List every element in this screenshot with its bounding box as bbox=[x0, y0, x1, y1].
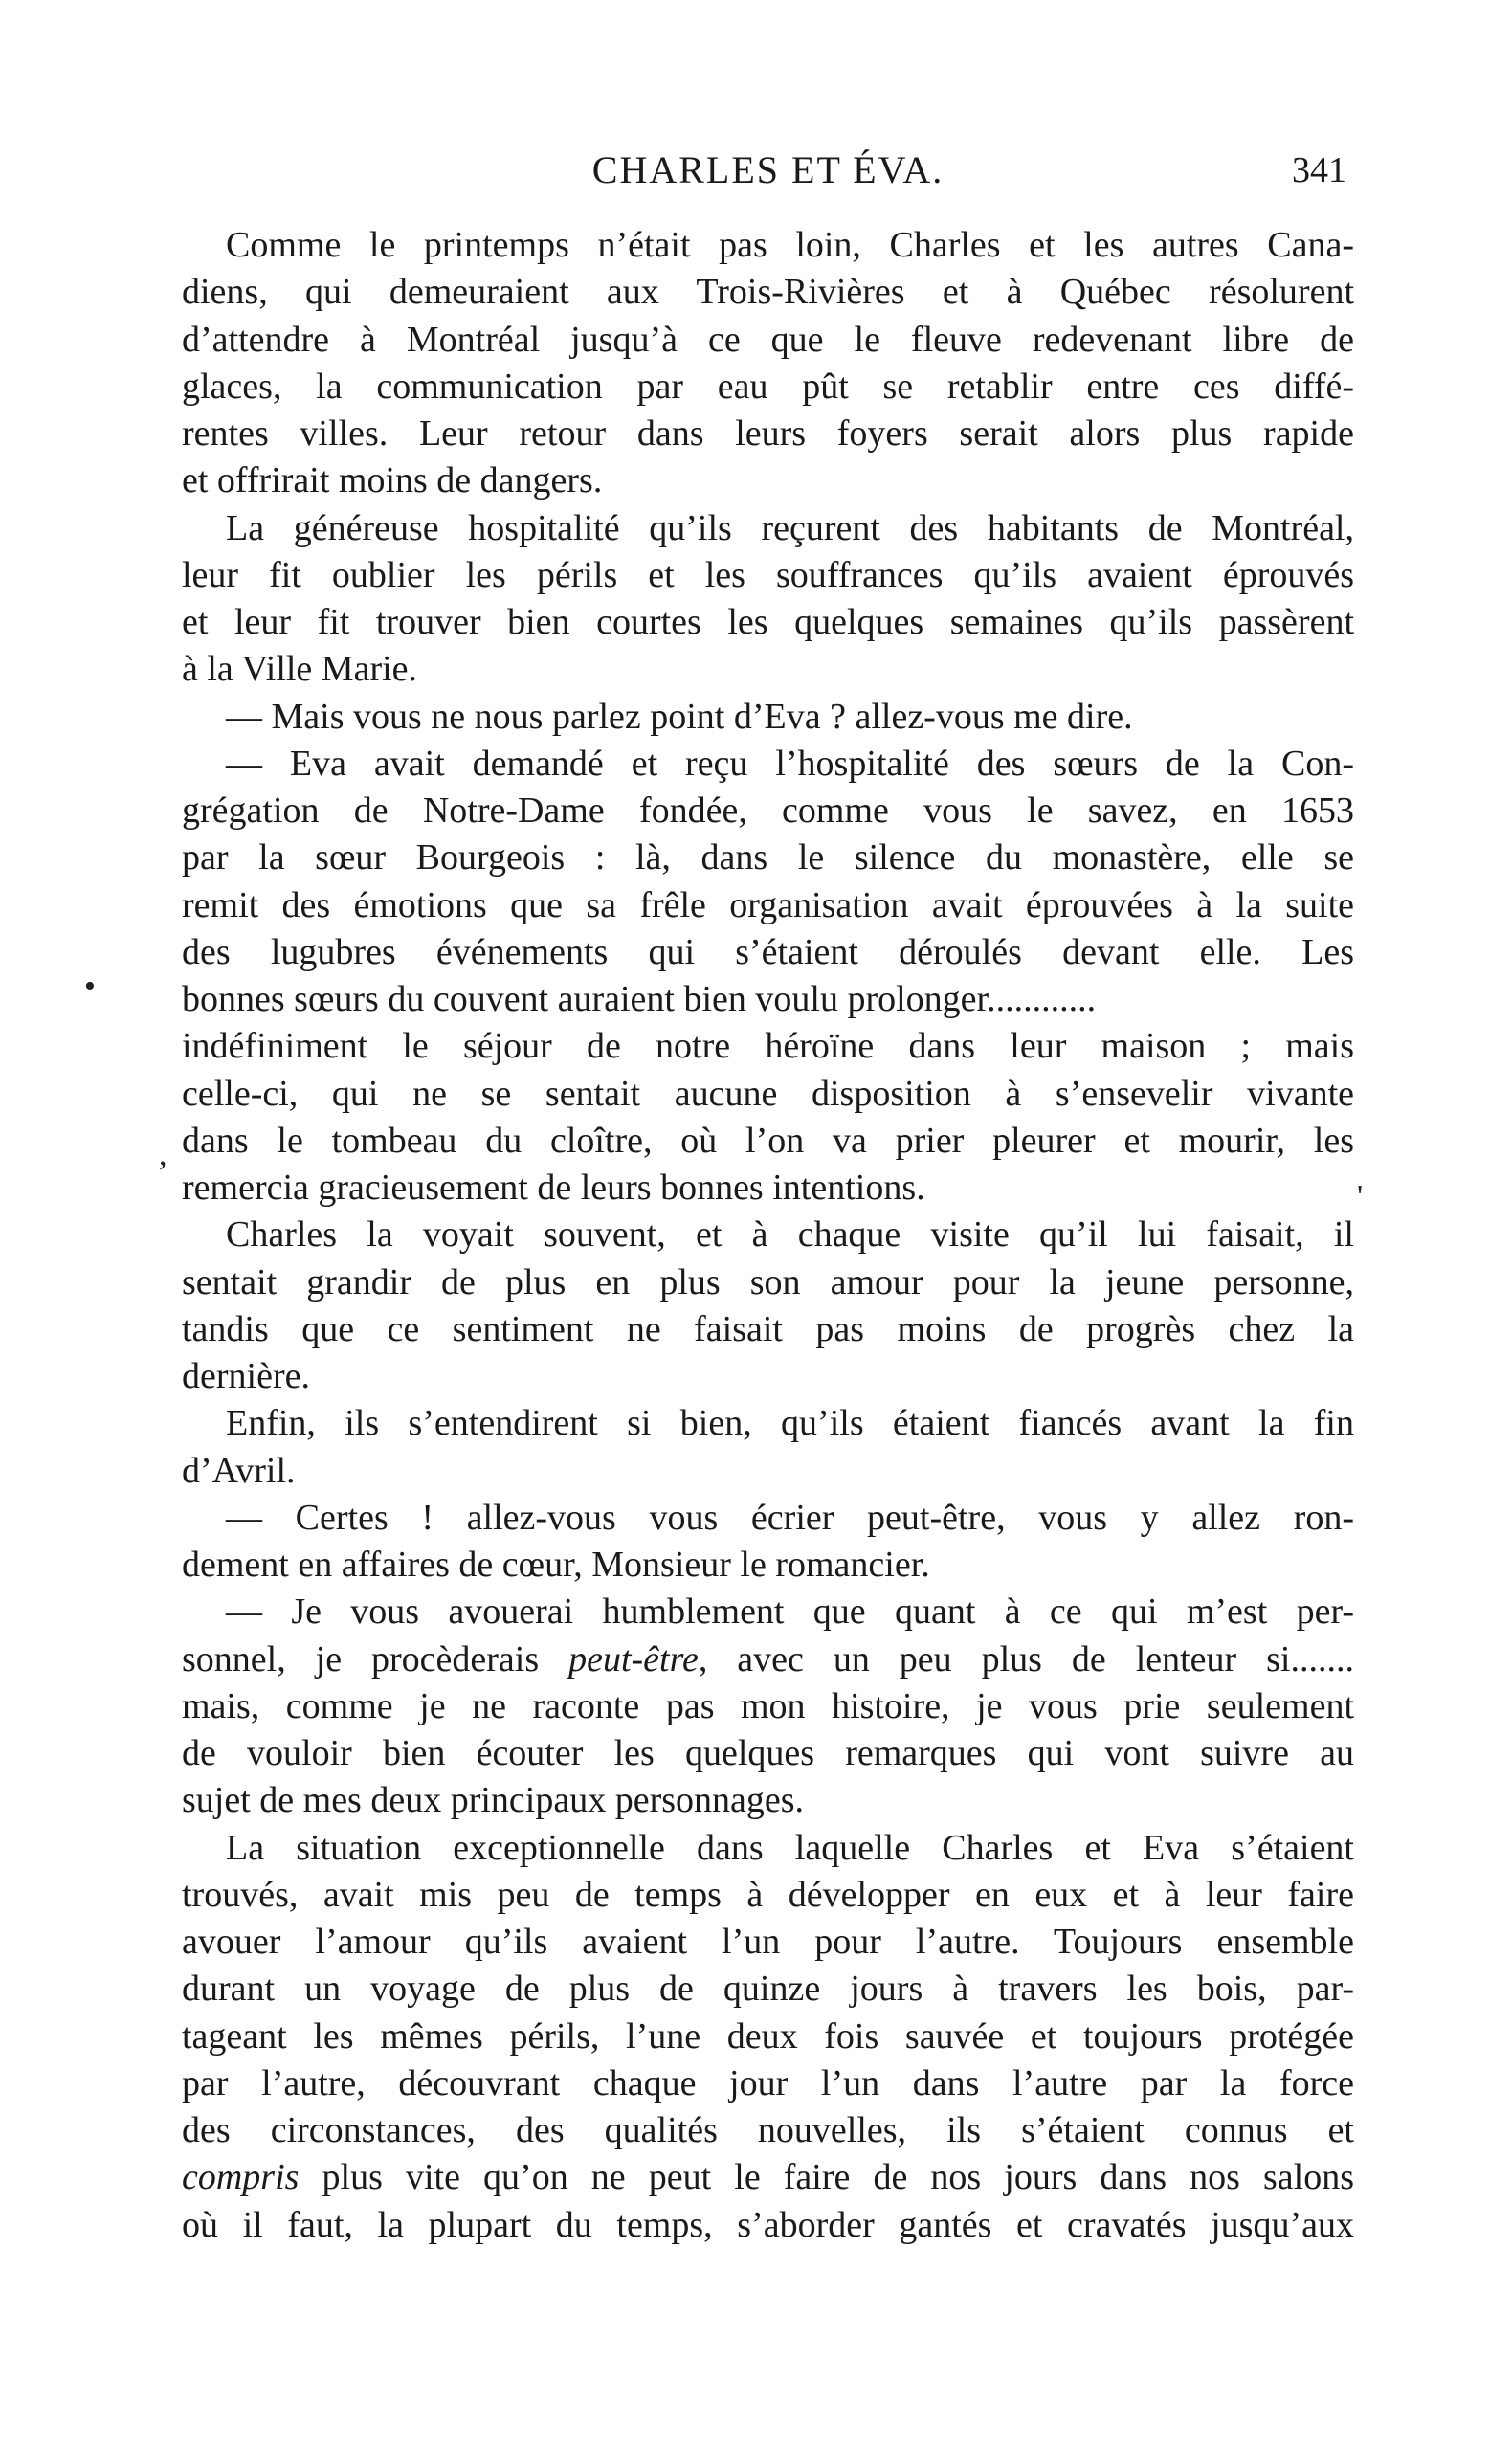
text-line: — Mais vous ne nous parlez point d’Eva ? allez-vous me dire. bbox=[226, 696, 1133, 737]
margin-bullet-mark: • bbox=[84, 968, 96, 1004]
italic-word: peut-être bbox=[568, 1638, 699, 1680]
running-head bbox=[182, 144, 1354, 201]
text-line: tandis que ce sentiment ne faisait pas moins de progrès chez la bbox=[182, 1308, 1354, 1349]
text-line: durant un voyage de plus de quinze jours à travers les bois, par- bbox=[182, 1969, 1354, 2010]
text-line: remit des émotions que sa frêle organisation avait éprouvées à la suite bbox=[182, 884, 1354, 925]
text-line: dans le tombeau du cloître, où l’on va prier pleurer et mourir, les bbox=[182, 1120, 1354, 1161]
text-line: Comme le printemps n’était pas loin, Charles et les autres Cana- bbox=[226, 225, 1354, 265]
text-line: sujet de mes deux principaux personnages. bbox=[182, 1780, 805, 1821]
text-line: tageant les mêmes périls, l’une deux fois sauvée et toujours protégée bbox=[182, 2015, 1354, 2057]
text-line: et offrirait moins de dangers. bbox=[182, 460, 603, 501]
text-line: dernière. bbox=[182, 1356, 310, 1396]
text-line: La généreuse hospitalité qu’ils reçurent des habitants de Montréal, bbox=[226, 507, 1354, 548]
text-line: d’Avril. bbox=[182, 1450, 296, 1491]
text-line: à la Ville Marie. bbox=[182, 649, 418, 690]
text-line: indéfiniment le séjour de notre héroïne dans leur maison ; mais bbox=[182, 1026, 1354, 1067]
text-line: par l’autre, découvrant chaque jour l’un dans l’autre par la force bbox=[182, 2062, 1354, 2103]
text-line: sonnel, je procèderais peut-être, avec un peu plus de lenteur si....... bbox=[182, 1638, 1354, 1680]
text-line: et leur fit trouver bien courtes les quelques semaines qu’ils passèrent bbox=[182, 602, 1354, 642]
text-line: rentes villes. Leur retour dans leurs foyers serait alors plus rapide bbox=[182, 413, 1354, 454]
margin-comma-mark: , bbox=[159, 1137, 167, 1172]
text-line: remercia gracieusement de leurs bonnes intentions. bbox=[182, 1168, 925, 1208]
text-line: des circonstances, des qualités nouvelles, ils s’étaient connus et bbox=[182, 2110, 1354, 2150]
text-line: — Je vous avouerai humblement que quant à ce qui m’est per- bbox=[226, 1591, 1354, 1633]
text-line: La situation exceptionnelle dans laquelle Charles et Eva s’étaient bbox=[226, 1827, 1354, 1868]
text-line: des lugubres événements qui s’étaient déroulés devant elle. Les bbox=[182, 931, 1354, 972]
text-line: Enfin, ils s’entendirent si bien, qu’ils étaient fiancés avant la fin bbox=[226, 1403, 1354, 1444]
text-line: d’attendre à Montréal jusqu’à ce que le fleuve redevenant libre de bbox=[182, 319, 1354, 360]
page-number: 341 bbox=[1292, 150, 1346, 190]
text-line: trouvés, avait mis peu de temps à développer en eux et à leur faire bbox=[182, 1874, 1354, 1915]
text-line: — Certes ! allez-vous vous écrier peut-être, vous y allez ron- bbox=[226, 1497, 1354, 1538]
text-line: sentait grandir de plus en plus son amour pour la jeune personne, bbox=[182, 1261, 1354, 1302]
body-text bbox=[182, 222, 1354, 2249]
text-line: où il faut, la plupart du temps, s’aborder gantés et cravatés jusqu’aux bbox=[182, 2204, 1354, 2245]
text-line: grégation de Notre-Dame fondée, comme vous le savez, en 1653 bbox=[182, 790, 1354, 831]
text-line: mais, comme je ne raconte pas mon histoire, je vous prie seulement bbox=[182, 1685, 1354, 1726]
text-line: dement en affaires de cœur, Monsieur le romancier. bbox=[182, 1545, 930, 1585]
text-line: Charles la voyait souvent, et à chaque visite qu’il lui faisait, il bbox=[226, 1214, 1354, 1256]
text-line: de vouloir bien écouter les quelques remarques qui vont suivre au bbox=[182, 1733, 1354, 1773]
text-line: compris plus vite qu’on ne peut le faire de nos jours dans nos salons bbox=[182, 2157, 1354, 2198]
margin-tick-mark: ' bbox=[1357, 1179, 1364, 1214]
text-line: — Eva avait demandé et reçu l’hospitalité des sœurs de la Con- bbox=[226, 743, 1354, 784]
text-line: glaces, la communication par eau pût se retablir entre ces diffé- bbox=[182, 366, 1354, 407]
text-line: avouer l’amour qu’ils avaient l’un pour l’autre. Toujours ensemble bbox=[182, 1922, 1354, 1962]
text-line: celle-ci, qui ne se sentait aucune disposition à s’ensevelir vivante bbox=[182, 1073, 1354, 1114]
text-line: diens, qui demeuraient aux Trois-Rivières et à Québec résolurent bbox=[182, 272, 1354, 313]
text-line: bonnes sœurs du couvent auraient bien voulu prolonger............ bbox=[182, 979, 1097, 1019]
running-title: CHARLES ET ÉVA. bbox=[591, 148, 945, 191]
text-line: par la sœur Bourgeois : là, dans le silence du monastère, elle se bbox=[182, 837, 1354, 879]
text-line: leur fit oublier les périls et les souffrances qu’ils avaient éprouvés bbox=[182, 554, 1354, 595]
italic-word: compris bbox=[182, 2157, 300, 2198]
